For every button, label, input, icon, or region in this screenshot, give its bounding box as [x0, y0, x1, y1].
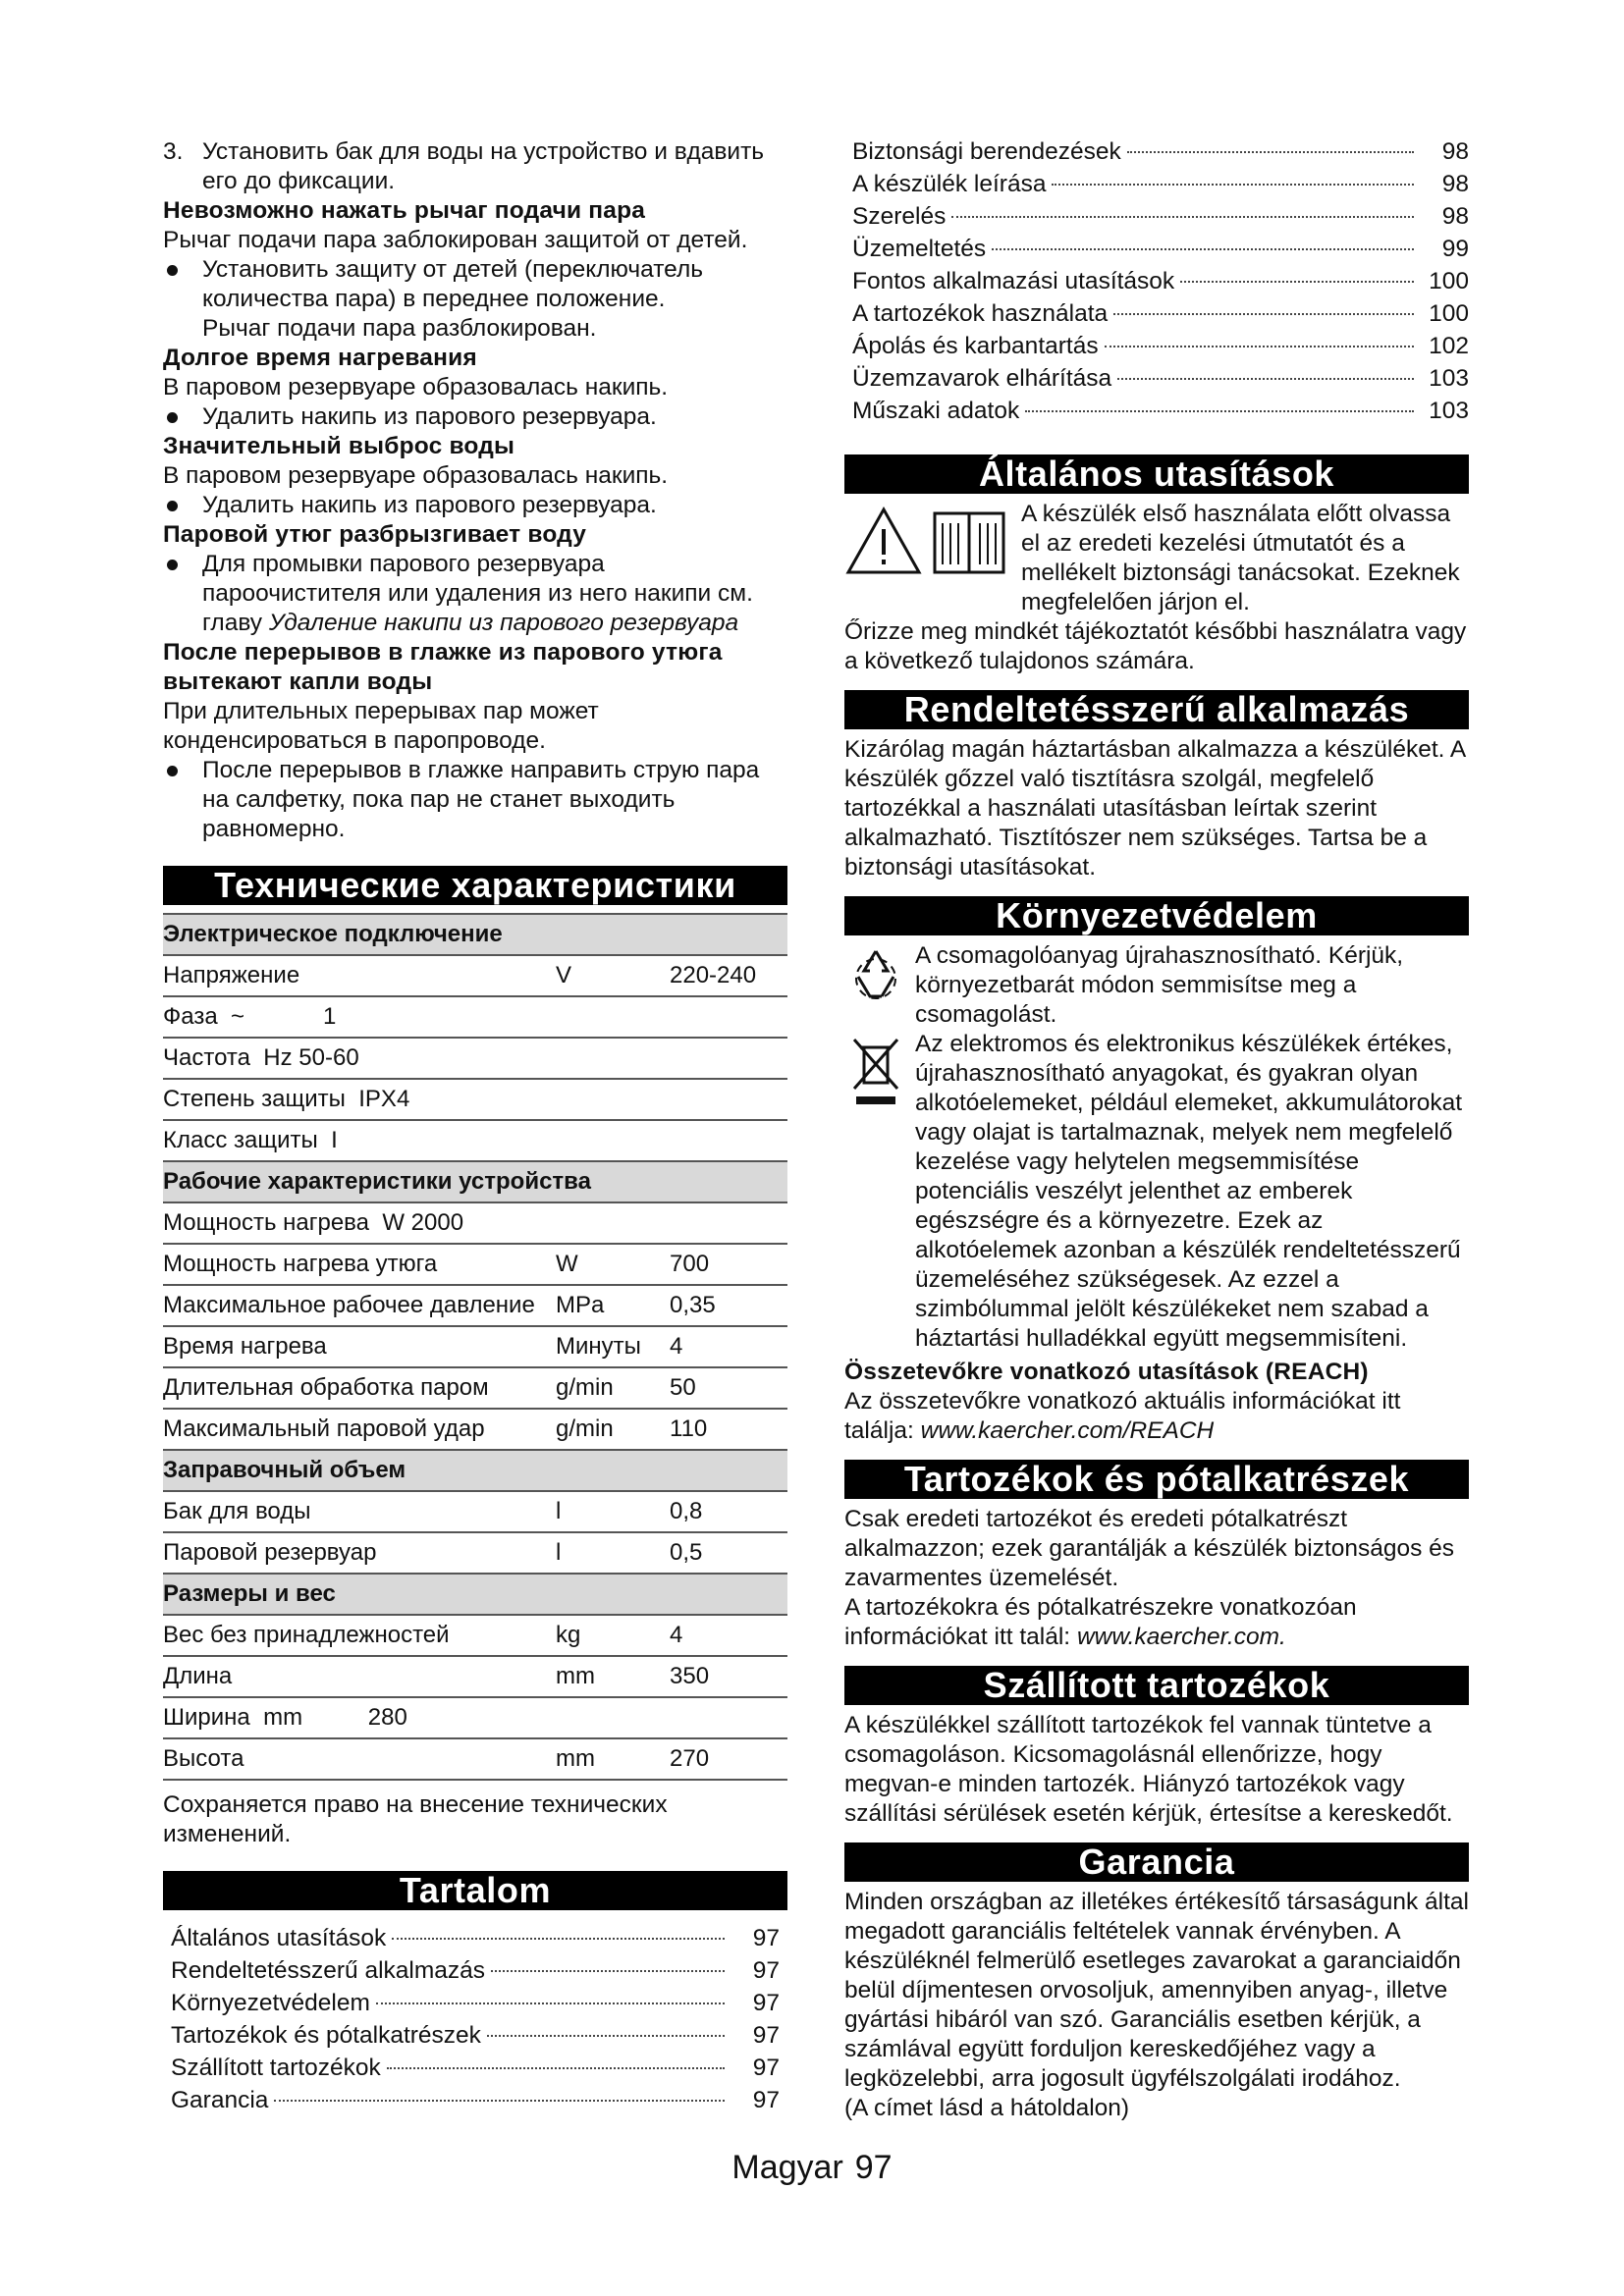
- spec-value: 110: [670, 1409, 787, 1450]
- spec-unit: g/min: [556, 1367, 670, 1409]
- weee-text: Az elektromos és elektronikus készülékek értékes, újrahasznosítható anyagokat, és gyakran olyan alkotóelemeket, például elemeket, akkumulátorokat vagy olajat is tartalmaznak, melyek nem megfelelő kezelése vagy helytelen megsemmisítése potenciális veszélyt jelenthet az emberek egészségre és a környezetre. Ezek az alkotóelemek azonban a készülék rendeltetésszerű üzemeléséhez szükségesek. Az ezzel a szimbólummal jelölt készülékeket nem szabad a háztartási hulladékkal együtt megsemmisíteni.: [915, 1031, 1463, 1352]
- toc-entry-page: 100: [1429, 268, 1469, 294]
- spec-label: Ширина mm 280: [163, 1697, 556, 1738]
- reach-text: Az összetevőkre vonatkozó aktuális információkat itt találja:: [844, 1388, 1401, 1444]
- toc-entry-label: Szállított tartozékok: [171, 2055, 381, 2081]
- toc-entry[interactable]: [852, 202, 1469, 235]
- fault-title: После перерывов в глажке из парового утюга вытекают капли воды: [163, 639, 723, 695]
- toc-entry[interactable]: [171, 2054, 780, 2086]
- spec-row: [163, 1120, 787, 1161]
- spec-unit: V: [556, 955, 670, 996]
- spec-value: 0,8: [670, 1491, 787, 1532]
- toc-entry-label: Üzemeltetés: [852, 236, 987, 262]
- spec-row: [163, 996, 787, 1038]
- toc-entry-label: A tartozékok használata: [852, 300, 1109, 327]
- fault-cause: В паровом резервуаре образовалась накипь.: [163, 462, 669, 489]
- spec-label: Паровой резервуар: [163, 1532, 556, 1574]
- accessories-banner: Tartozékok és pótalkatrészek: [844, 1460, 1469, 1499]
- spec-section-title: Электрическое подключение: [163, 914, 787, 955]
- spec-value: 270: [670, 1738, 787, 1780]
- spec-unit: [556, 1120, 670, 1161]
- toc-entry-page: 98: [1441, 171, 1469, 197]
- spec-unit: l: [556, 1491, 670, 1532]
- toc-banner: Tartalom: [163, 1871, 787, 1910]
- spec-label: Мощность нагрева W 2000: [163, 1202, 556, 1244]
- toc-list: [163, 1924, 787, 2118]
- fault-remedy: Удалить накипь из парового резервуара.: [163, 491, 787, 520]
- toc-leader-dots: [387, 2067, 725, 2069]
- spec-label: Длительная обработка паром: [163, 1367, 556, 1409]
- toc-entry-label: Üzemzavarok elhárítása: [852, 365, 1112, 392]
- fault-cause: Рычаг подачи пара заблокирован защитой от детей.: [163, 227, 748, 253]
- fault-1: [163, 196, 787, 344]
- spec-row: [163, 1491, 787, 1532]
- left-column: [163, 137, 787, 2118]
- toc-leader-dots: [1117, 378, 1414, 380]
- spec-unit: mm: [556, 1656, 670, 1697]
- spec-row: [163, 1409, 787, 1450]
- spec-label: Время нагрева: [163, 1326, 556, 1367]
- spec-unit: [556, 1202, 670, 1244]
- fault-2: [163, 344, 787, 432]
- toc-entry-page: 99: [1441, 236, 1469, 262]
- reach-link[interactable]: www.kaercher.com/REACH: [920, 1417, 1215, 1444]
- toc-entry-label: Szerelés: [852, 203, 947, 230]
- fault-cause: При длительных перерывах пар может конденсироваться в паропроводе.: [163, 698, 599, 754]
- spec-value: [670, 1202, 787, 1244]
- accessories-text-1: Csak eredeti tartozékot és eredeti pótalkatrészt alkalmazzon; ezek garantálják a készülék biztonságos és zavarmentes üzemelését.: [844, 1506, 1455, 1591]
- general-banner: Általános utasítások: [844, 454, 1469, 494]
- toc-leader-dots: [1025, 410, 1414, 412]
- packaging-text: A csomagolóanyag újrahasznosítható. Kérjük, környezetbarát módon semmisítse meg a csomagolást.: [915, 942, 1404, 1028]
- spec-label: Частота Hz 50-60: [163, 1038, 556, 1079]
- spec-value: [670, 996, 787, 1038]
- spec-label: Вес без принадлежностей: [163, 1615, 556, 1656]
- intended-use-banner: Rendeltetésszerű alkalmazás: [844, 690, 1469, 729]
- toc-entry[interactable]: [171, 1989, 780, 2021]
- intended-use-text: Kizárólag magán háztartásban alkalmazza a készüléket. A készülék gőzzel való tisztításra szolgál, megfelelő tartozékkal a használati utasításban leírtak szerint alkalmazható. Tisztítószer nem szükséges. Tartsa be a biztonsági utasításokat.: [844, 736, 1465, 881]
- fault-remedy: [163, 550, 787, 638]
- spec-label: Максимальный паровой удар: [163, 1409, 556, 1450]
- delivered-banner: Szállított tartozékok: [844, 1666, 1469, 1705]
- spec-value: [670, 1079, 787, 1120]
- toc-entry-label: Biztonsági berendezések: [852, 138, 1121, 165]
- reach-title: Összetevőkre vonatkozó utasítások (REACH): [844, 1359, 1369, 1385]
- crossed-bin-icon: [848, 1032, 903, 1110]
- toc-entry[interactable]: [852, 364, 1469, 397]
- spec-value: 4: [670, 1615, 787, 1656]
- warning-manual-icon: [844, 504, 1011, 592]
- spec-label: Высота: [163, 1738, 556, 1780]
- step-3: [163, 137, 787, 196]
- toc-entry-page: 103: [1429, 398, 1469, 424]
- toc-entry[interactable]: [852, 299, 1469, 332]
- toc-entry[interactable]: [852, 332, 1469, 364]
- spec-row: [163, 1244, 787, 1285]
- spec-row: [163, 1697, 787, 1738]
- spec-section-header: [163, 1161, 787, 1202]
- spec-row: [163, 1285, 787, 1326]
- toc-leader-dots: [487, 2035, 725, 2037]
- toc-entry-label: Fontos alkalmazási utasítások: [852, 268, 1175, 294]
- toc-leader-dots: [951, 216, 1414, 218]
- toc-entry-label: Garancia: [171, 2087, 269, 2113]
- spec-value: 0,35: [670, 1285, 787, 1326]
- right-column: [844, 137, 1469, 2123]
- spec-label: Максимальное рабочее давление: [163, 1285, 556, 1326]
- toc-entry[interactable]: [171, 1924, 780, 1956]
- reach-note: [844, 1387, 1469, 1446]
- spec-unit: MPa: [556, 1285, 670, 1326]
- toc-entry[interactable]: [852, 267, 1469, 299]
- fault-title: Паровой утюг разбрызгивает воду: [163, 521, 587, 548]
- toc-leader-dots: [491, 1970, 725, 1972]
- toc-leader-dots: [1127, 151, 1414, 153]
- toc-entry[interactable]: [852, 397, 1469, 429]
- general-notes: [844, 500, 1469, 617]
- spec-label: Мощность нагрева утюга: [163, 1244, 556, 1285]
- spec-unit: [556, 1038, 670, 1079]
- spec-value: 4: [670, 1326, 787, 1367]
- recycling-icon: [848, 943, 903, 1002]
- toc-entry-page: 97: [752, 2022, 780, 2049]
- tech-specs-table: [163, 913, 787, 1781]
- spec-value: 0,5: [670, 1532, 787, 1574]
- toc-entry-page: 98: [1441, 203, 1469, 230]
- step-text: Установить бак для воды на устройство и вдавить его до фиксации.: [202, 138, 765, 194]
- toc-entry[interactable]: [852, 235, 1469, 267]
- spec-section-title: Рабочие характеристики устройства: [163, 1161, 787, 1202]
- spec-row: [163, 1615, 787, 1656]
- toc-leader-dots: [992, 248, 1414, 250]
- toc-entry-page: 97: [752, 2055, 780, 2081]
- toc-entry-page: 100: [1429, 300, 1469, 327]
- spec-label: Напряжение: [163, 955, 556, 996]
- footer-page-number: 97: [854, 2149, 893, 2186]
- packaging-note: [844, 941, 1469, 1030]
- spec-value: [670, 1120, 787, 1161]
- spec-row: [163, 1202, 787, 1244]
- fault-result: Рычаг подачи пара разблокирован.: [202, 315, 597, 342]
- spec-unit: l: [556, 1532, 670, 1574]
- footer-language: Magyar: [731, 2149, 843, 2186]
- accessories-link[interactable]: www.kaercher.com.: [1076, 1624, 1286, 1650]
- fault-remedy-text: Для промывки парового резервуара пароочистителя или удаления из него накипи см. главу: [202, 551, 753, 636]
- warranty-banner: Garancia: [844, 1842, 1469, 1882]
- step-number: 3.: [163, 138, 184, 165]
- toc-entry-page: 97: [752, 1957, 780, 1984]
- toc-entry-label: Rendeltetésszerű alkalmazás: [171, 1957, 486, 1984]
- spec-label: Степень защиты IPX4: [163, 1079, 556, 1120]
- fault-title: Значительный выброс воды: [163, 433, 515, 459]
- spec-section-header: [163, 1450, 787, 1491]
- toc-entry-page: 103: [1429, 365, 1469, 392]
- toc-entry-label: Környezetvédelem: [171, 1990, 370, 2016]
- general-text-2: Őrizze meg mindkét tájékoztatót későbbi használatra vagy a következő tulajdonos számára.: [844, 618, 1467, 674]
- spec-row: [163, 1738, 787, 1780]
- spec-section-title: Размеры и вес: [163, 1574, 787, 1615]
- spec-unit: [556, 1697, 670, 1738]
- delivered-text: A készülékkel szállított tartozékok fel vannak tüntetve a csomagoláson. Kicsomagolásnál ellenőrizze, hogy megvan-e minden tartozék. Hiányzó tartozékok vagy szállítási sérülések esetén kérjük, értesítse a kereskedőt.: [844, 1712, 1453, 1827]
- spec-row: [163, 1367, 787, 1409]
- spec-label: Длина: [163, 1656, 556, 1697]
- fault-title: Долгое время нагревания: [163, 345, 477, 371]
- spec-unit: W: [556, 1244, 670, 1285]
- spec-label: Бак для воды: [163, 1491, 556, 1532]
- spec-value: [670, 1038, 787, 1079]
- spec-value: 700: [670, 1244, 787, 1285]
- spec-value: [670, 1697, 787, 1738]
- fault-4: [163, 520, 787, 638]
- toc-entry-label: Ápolás és karbantartás: [852, 333, 1099, 359]
- toc-entry[interactable]: [171, 2086, 780, 2118]
- toc-entry-label: Tartozékok és pótalkatrészek: [171, 2022, 481, 2049]
- tech-specs-banner: Технические характеристики: [163, 866, 787, 905]
- toc-leader-dots: [392, 1938, 725, 1940]
- spec-section-header: [163, 914, 787, 955]
- warranty-text: Minden országban az illetékes értékesítő társaságunk által megadott garanciális feltételek vannak érvényben. A készüléknél felmerülő esetleges zavarokat a garanciaidőn belül díjmentesen orvosoljuk, amennyiben anyag-, illetve gyártási hibáról van szó. Garanciális esetben kérjük, a számlával együtt forduljon kereskedőjéhez vagy a legközelebbi, arra jogosult ügyfélszolgálati irodához.: [844, 1889, 1469, 2092]
- general-text-1: A készülék első használata előtt olvassa el az eredeti kezelési útmutatót és a mellékelt biztonsági tanácsokat. Ezeknek megfelelően járjon el.: [1021, 501, 1460, 615]
- spec-row: [163, 1326, 787, 1367]
- accessories-text: A tartozékokra és pótalkatrészekre vonatkozóan információkat itt talál:: [844, 1594, 1357, 1650]
- warranty-address-note: (A címet lásd a hátoldalon): [844, 2095, 1130, 2121]
- toc-leader-dots: [274, 2100, 725, 2102]
- page-footer: [0, 2148, 1624, 2187]
- spec-row: [163, 1532, 787, 1574]
- spec-label: Фаза ~ 1: [163, 996, 556, 1038]
- toc-leader-dots: [376, 2002, 725, 2004]
- fault-remedy: После перерывов в глажке направить струю пара на салфетку, пока пар не станет выходить равномерно.: [163, 756, 787, 844]
- spec-row: [163, 1656, 787, 1697]
- accessories-text-2: [844, 1593, 1469, 1652]
- toc-leader-dots: [1113, 313, 1414, 315]
- toc-entry-page: 102: [1429, 333, 1469, 359]
- fault-cause: В паровом резервуаре образовалась накипь.: [163, 374, 669, 400]
- toc-leader-dots: [1052, 184, 1414, 186]
- toc-entry[interactable]: [171, 1956, 780, 1989]
- spec-unit: g/min: [556, 1409, 670, 1450]
- chapter-reference: Удаление накипи из парового резервуара: [268, 610, 739, 636]
- toc-entry[interactable]: [852, 137, 1469, 170]
- spec-unit: [556, 1079, 670, 1120]
- fault-title: Невозможно нажать рычаг подачи пара: [163, 197, 646, 224]
- toc-entry-label: A készülék leírása: [852, 171, 1047, 197]
- fault-3: [163, 432, 787, 520]
- toc-leader-dots: [1105, 346, 1414, 347]
- spec-unit: [556, 996, 670, 1038]
- toc-entry-page: 98: [1441, 138, 1469, 165]
- weee-note: [844, 1030, 1469, 1354]
- toc-list-continued: [844, 137, 1469, 429]
- toc-entry-label: Általános utasítások: [171, 1925, 387, 1951]
- toc-entry[interactable]: [852, 170, 1469, 202]
- spec-unit: mm: [556, 1738, 670, 1780]
- spec-row: [163, 955, 787, 996]
- toc-entry-page: 97: [752, 1925, 780, 1951]
- toc-entry-label: Műszaki adatok: [852, 398, 1020, 424]
- toc-leader-dots: [1180, 281, 1414, 283]
- spec-section-header: [163, 1574, 787, 1615]
- fault-5: [163, 638, 787, 844]
- spec-section-title: Заправочный объем: [163, 1450, 787, 1491]
- spec-row: [163, 1038, 787, 1079]
- spec-value: 220-240: [670, 955, 787, 996]
- environment-banner: Környezetvédelem: [844, 896, 1469, 935]
- spec-value: 50: [670, 1367, 787, 1409]
- spec-unit: Минуты: [556, 1326, 670, 1367]
- toc-entry[interactable]: [171, 2021, 780, 2054]
- spec-label: Класс защиты I: [163, 1120, 556, 1161]
- fault-remedy: Установить защиту от детей (переключатель количества пара) в переднее положение.: [163, 255, 787, 314]
- toc-entry-page: 97: [752, 2087, 780, 2113]
- spec-value: 350: [670, 1656, 787, 1697]
- spec-unit: kg: [556, 1615, 670, 1656]
- tech-specs-note: Сохраняется право на внесение технических изменений.: [163, 1791, 668, 1847]
- toc-entry-page: 97: [752, 1990, 780, 2016]
- spec-row: [163, 1079, 787, 1120]
- fault-remedy: Удалить накипь из парового резервуара.: [163, 402, 787, 432]
